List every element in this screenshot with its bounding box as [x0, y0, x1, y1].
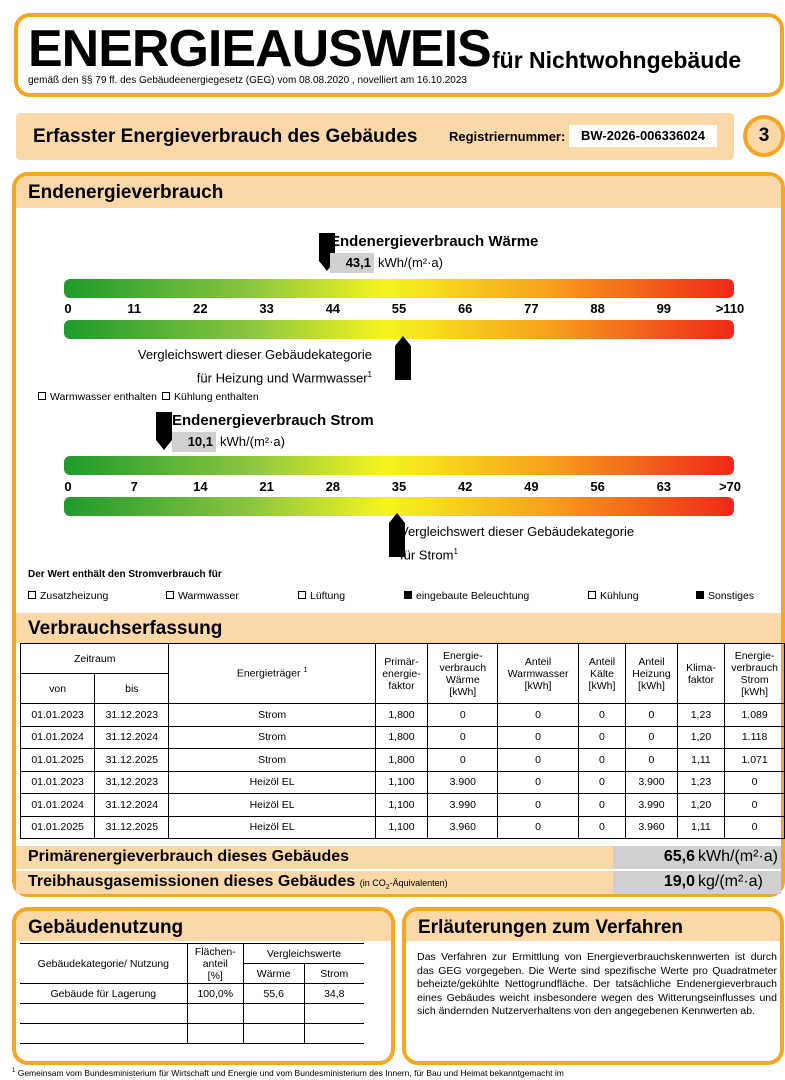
table-cell: 1,100	[375, 771, 428, 794]
page-number-badge: 3	[743, 115, 785, 157]
footnote-ref: 1	[303, 667, 308, 675]
table-cell: 1.089	[725, 704, 785, 727]
col-energietraeger	[169, 644, 375, 704]
table-cell: 1,11	[677, 816, 724, 839]
strom-item-checkbox[interactable]	[588, 590, 639, 602]
table-cell: 0	[578, 726, 625, 749]
header-bar	[16, 113, 734, 160]
table-cell: 1,11	[677, 749, 724, 772]
table-cell: 55,6	[243, 984, 304, 1004]
table-cell: 3.900	[626, 771, 678, 794]
col-kaelte: Anteil Kälte [kWh]	[578, 644, 625, 704]
scale-tick-label: 22	[193, 301, 208, 316]
table-cell: Strom	[169, 749, 375, 772]
table-cell: Heizöl EL	[169, 794, 375, 817]
table-cell: 1,800	[375, 749, 428, 772]
table-row	[21, 704, 785, 727]
consumption-table	[20, 643, 785, 839]
strom-item-label: Lüftung	[310, 590, 346, 602]
table-cell: 31.12.2023	[95, 704, 169, 727]
section-title-endenergie: Endenergieverbrauch	[16, 176, 781, 208]
document-subtitle: für Nichtwohngebäude	[492, 47, 742, 73]
checkbox-icon	[38, 392, 46, 400]
waerme-compare-line1: Vergleichswert dieser Gebäudekategorie	[137, 347, 372, 362]
col-klimafaktor: Klima- faktor	[677, 644, 724, 704]
table-cell: 0	[578, 704, 625, 727]
waerme-scale-top	[64, 279, 734, 298]
legal-basis: gemäß den §§ 79 ff. des Gebäudeenergiegesetz (GEG) vom 08.08.2020 , novelliert am 16.10.2023	[28, 75, 467, 86]
checkbox-icon	[166, 591, 174, 599]
col-waerme: Energie- verbrauch Wärme [kWh]	[428, 644, 498, 704]
table-row	[21, 816, 785, 839]
table-cell: 0	[498, 771, 578, 794]
scale-tick-label: 11	[127, 301, 142, 316]
scale-tick-label: 55	[391, 301, 407, 316]
strom-item-checkbox[interactable]	[298, 590, 345, 602]
strom-compare-line1: Vergleichswert dieser Gebäudekategorie	[400, 524, 635, 539]
table-cell: 0	[578, 816, 625, 839]
col-vergleichswerte: Vergleichswerte	[243, 944, 364, 964]
scale-tick-label: >110	[715, 301, 745, 316]
thg-note-pre: (in CO	[359, 878, 386, 888]
strom-item-checkbox[interactable]	[696, 590, 754, 602]
col-waerme: Wärme	[243, 964, 304, 984]
table-cell: 31.12.2024	[95, 794, 169, 817]
strom-item-label: Sonstiges	[708, 590, 755, 602]
strom-unit: kWh/(m²·a)	[220, 434, 285, 449]
table-row	[20, 1024, 364, 1044]
registration-number: BW-2026-006336024	[569, 125, 717, 147]
col-bis: bis	[95, 674, 169, 704]
thg-label: Treibhausgasemissionen dieses Gebäudes	[28, 873, 356, 890]
table-cell: 0	[428, 749, 498, 772]
thg-note-post: -Äquivalenten)	[389, 878, 448, 888]
table-cell: 1,23	[677, 704, 724, 727]
table-cell: 3.990	[428, 794, 498, 817]
table-cell: 0	[498, 794, 578, 817]
strom-title: Endenergieverbrauch Strom	[172, 412, 374, 429]
title-box	[14, 13, 784, 97]
scale-tick-label: 33	[259, 301, 274, 316]
table-cell: 0	[626, 726, 678, 749]
table-cell	[20, 1024, 187, 1044]
footnote-ref: 1	[367, 370, 372, 379]
table-cell: 0	[626, 749, 678, 772]
waerme-compare-label	[76, 345, 372, 388]
header-title: Erfasster Energieverbrauch des Gebäudes	[33, 126, 418, 147]
footnote-text: Gemeinsam vom Bundesministerium für Wirtschaft und Energie und vom Bundesministerium des Innern, für Bau und Heimat bekanntgemacht im	[17, 1068, 564, 1078]
document-title: ENERGIEAUSWEIS	[28, 20, 491, 78]
table-cell: 0	[725, 816, 785, 839]
table-cell: 31.12.2025	[95, 816, 169, 839]
main-section	[12, 172, 785, 897]
table-cell: 0	[498, 726, 578, 749]
strom-scale-top	[64, 456, 734, 475]
table-cell: 01.01.2025	[21, 749, 95, 772]
scale-tick-label: 42	[457, 479, 473, 494]
table-cell	[20, 1004, 187, 1024]
table-cell: 1,100	[375, 816, 428, 839]
table-cell: 3.900	[428, 771, 498, 794]
waerme-compare-line2: für Heizung und Warmwasser	[196, 370, 368, 386]
table-row	[21, 749, 785, 772]
table-cell: Strom	[169, 726, 375, 749]
scale-tick-label: 56	[590, 479, 605, 494]
col-kategorie: Gebäudekategorie/ Nutzung	[20, 944, 187, 984]
primaerenergie-unit: kWh/(m²·a)	[698, 848, 778, 865]
table-cell: 1,20	[677, 794, 724, 817]
table-cell: 0	[578, 771, 625, 794]
table-cell: 0	[626, 704, 678, 727]
table-cell: 0	[578, 794, 625, 817]
table-cell: 0	[498, 704, 578, 727]
table-cell: 01.01.2025	[21, 816, 95, 839]
table-row	[21, 794, 785, 817]
waerme-title: Endenergieverbrauch Wärme	[330, 233, 539, 250]
thg-row	[16, 871, 781, 894]
primaerenergie-value-box	[613, 846, 781, 869]
primaerenergie-label: Primärenergieverbrauch dieses Gebäudes	[28, 848, 350, 865]
checkbox-kuehlung-enthalten[interactable]	[162, 391, 259, 403]
checkbox-icon	[28, 591, 36, 599]
table-cell: 0	[428, 726, 498, 749]
strom-item-label: Zusatzheizung	[40, 590, 109, 602]
scale-tick-label: 99	[656, 301, 672, 316]
checkbox-checked-icon	[696, 591, 704, 599]
col-primaerfaktor: Primär- energie- faktor	[375, 644, 428, 704]
table-cell: 0	[498, 816, 578, 839]
table-cell: 3.990	[626, 794, 678, 817]
table-cell: Heizöl EL	[169, 816, 375, 839]
table-cell: 01.01.2024	[21, 726, 95, 749]
table-cell	[243, 1004, 304, 1024]
table-row	[21, 726, 785, 749]
checkbox-icon	[298, 591, 306, 599]
checkbox-label: Warmwasser enthalten	[50, 391, 157, 403]
strom-item-checkbox[interactable]	[166, 590, 239, 602]
checkbox-checked-icon	[404, 591, 412, 599]
col-von: von	[21, 674, 95, 704]
table-cell: 100,0%	[187, 984, 243, 1004]
table-cell: 1.071	[725, 749, 785, 772]
table-cell: 0	[428, 704, 498, 727]
strom-item-checkbox[interactable]	[28, 590, 108, 602]
thg-value-box	[613, 871, 781, 894]
strom-item-label: eingebaute Beleuchtung	[416, 590, 530, 602]
col-warmwasser: Anteil Warmwasser [kWh]	[498, 644, 578, 704]
table-cell: 01.01.2024	[21, 794, 95, 817]
table-cell	[304, 1024, 364, 1044]
table-cell	[304, 1004, 364, 1024]
table-row	[20, 1004, 364, 1024]
col-heizung: Anteil Heizung [kWh]	[626, 644, 678, 704]
scale-tick-label: 0	[64, 479, 72, 494]
table-cell: 3.960	[626, 816, 678, 839]
waerme-value: 43,1	[330, 253, 374, 273]
strom-item-label: Warmwasser	[178, 590, 239, 602]
waerme-compare-marker	[395, 336, 411, 380]
table-cell: 1,23	[677, 771, 724, 794]
table-cell: Heizöl EL	[169, 771, 375, 794]
scale-tick-label: 88	[590, 301, 605, 316]
thg-label-wrap	[28, 873, 448, 891]
checkbox-icon	[162, 392, 170, 400]
section-title-erlaeuterung: Erläuterungen zum Verfahren	[406, 911, 780, 941]
table-header-row	[21, 644, 785, 674]
table-cell: 0	[578, 749, 625, 772]
table-cell: 34,8	[304, 984, 364, 1004]
table-cell: 31.12.2023	[95, 771, 169, 794]
waerme-unit: kWh/(m²·a)	[378, 255, 443, 270]
primaerenergie-row	[16, 846, 781, 869]
scale-tick-label: 63	[656, 479, 672, 494]
table-cell: 1.118	[725, 726, 785, 749]
thg-value: 19,0	[663, 873, 695, 890]
scale-tick-label: 77	[524, 301, 539, 316]
footnote-ref: 1	[453, 547, 458, 556]
table-cell: 0	[498, 749, 578, 772]
strom-value: 10,1	[172, 432, 216, 452]
col-energietraeger-label: Energieträger	[236, 667, 301, 680]
usage-table-body	[20, 984, 364, 1044]
table-cell: 0	[725, 771, 785, 794]
thg-note	[359, 878, 448, 891]
strom-item-label: Kühlung	[600, 590, 639, 602]
scale-tick-label: 35	[391, 479, 407, 494]
table-cell: Gebäude für Lagerung	[20, 984, 187, 1004]
strom-compare-label	[400, 522, 634, 565]
scale-tick-label: 21	[259, 479, 274, 494]
strom-compare-line2: für Strom	[400, 547, 454, 563]
erlaeuterung-text: Das Verfahren zur Ermittlung von Energieverbrauchskennwerten ist durch das GEG vorgegeben. Die Werte sind spezifische Werte pro Quadratmeter beheizte/gekühlte Nettogrundfläche. Der tatsächliche Endenergieverbrauch eines Gebäudes weicht insbesondere wegen des Witterungseinflusses und sich ändernden Nutzerverhaltens von den angegebenen Kennwerten ab.	[417, 951, 777, 1017]
table-cell: 01.01.2023	[21, 704, 95, 727]
strom-contains-label: Der Wert enthält den Stromverbrauch für	[28, 569, 222, 580]
table-cell: 0	[725, 794, 785, 817]
scale-tick-label: 49	[524, 479, 539, 494]
section-title-verbrauch: Verbrauchserfassung	[16, 613, 781, 643]
table-cell: 1,100	[375, 794, 428, 817]
table-cell: 31.12.2024	[95, 726, 169, 749]
table-cell: 3.960	[428, 816, 498, 839]
consumption-table-body	[21, 704, 785, 839]
checkbox-label: Kühlung enthalten	[174, 391, 259, 403]
scale-tick-label: 7	[130, 479, 138, 494]
checkbox-warmwasser-enthalten[interactable]	[38, 391, 157, 403]
section-title-nutzung: Gebäudenutzung	[16, 911, 391, 941]
col-zeitraum: Zeitraum	[21, 644, 169, 674]
strom-value-marker	[156, 412, 172, 450]
table-row	[20, 984, 364, 1004]
col-flaechenanteil: Flächen- anteil [%]	[187, 944, 243, 984]
col-strom: Energie- verbrauch Strom [kWh]	[725, 644, 785, 704]
thg-unit: kg/(m²·a)	[698, 873, 763, 890]
scale-tick-label: 14	[193, 479, 208, 494]
scale-tick-label: 28	[325, 479, 341, 494]
scale-tick-label: 44	[325, 301, 341, 316]
col-strom: Strom	[304, 964, 364, 984]
strom-item-checkbox[interactable]	[404, 590, 529, 602]
table-cell: 1,800	[375, 704, 428, 727]
table-cell: 01.01.2023	[21, 771, 95, 794]
footnote-marker: 1	[12, 1068, 16, 1075]
footnote	[12, 1068, 564, 1078]
scale-tick-label: >70	[718, 479, 742, 494]
table-cell: 1,800	[375, 726, 428, 749]
thg-note-sub: 2	[385, 883, 390, 891]
table-header-row	[20, 944, 364, 964]
gebaeudenutzung-section	[12, 907, 395, 1065]
table-cell: 31.12.2025	[95, 749, 169, 772]
primaerenergie-value: 65,6	[663, 848, 695, 865]
table-cell: 1,20	[677, 726, 724, 749]
waerme-compare-line2-wrap	[76, 365, 372, 388]
table-row	[21, 771, 785, 794]
table-cell	[187, 1004, 243, 1024]
scale-tick-label: 0	[64, 301, 72, 316]
table-cell	[243, 1024, 304, 1044]
table-cell: Strom	[169, 704, 375, 727]
table-cell	[187, 1024, 243, 1044]
checkbox-icon	[588, 591, 596, 599]
erlaeuterungen-section	[402, 907, 784, 1065]
strom-compare-line2-wrap	[400, 542, 634, 565]
registration-label: Registriernummer:	[449, 129, 566, 144]
scale-tick-label: 66	[457, 301, 473, 316]
usage-table	[20, 943, 364, 1044]
